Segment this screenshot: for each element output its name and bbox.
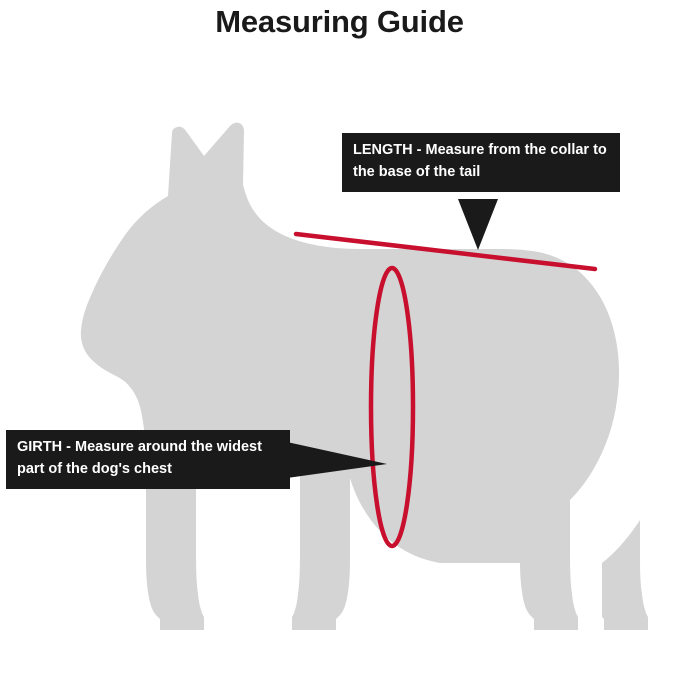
callout-girth-text: GIRTH - Measure around the widest part of the dog's chest <box>17 439 262 477</box>
page-title: Measuring Guide <box>215 4 464 39</box>
callout-length-text: LENGTH - Measure from the collar to the base of the tail <box>353 142 607 180</box>
length-callout-pointer <box>458 199 498 250</box>
callout-length <box>342 133 620 192</box>
callout-girth <box>6 430 290 489</box>
dog-silhouette <box>81 123 648 630</box>
